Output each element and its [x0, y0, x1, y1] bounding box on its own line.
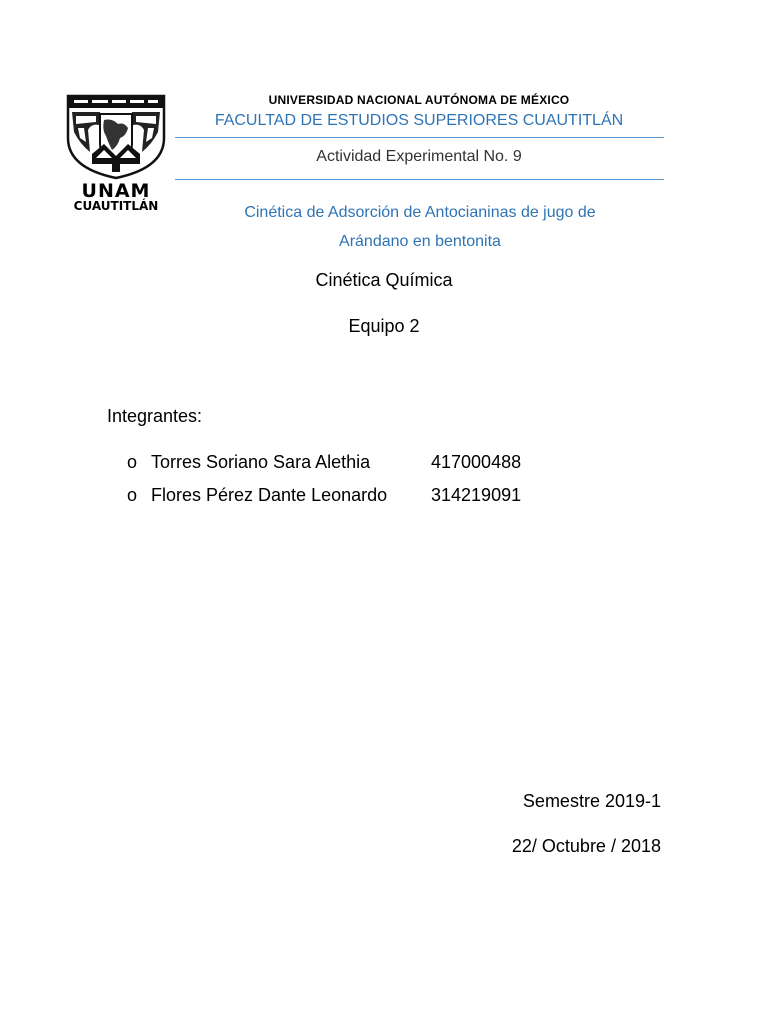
member-id: 417000488 [431, 452, 522, 472]
unam-seal-icon [62, 92, 170, 180]
members-label: Integrantes: [107, 406, 203, 426]
document-title-line: Cinética de Adsorción de Antocianinas de jugo de [244, 204, 596, 221]
unam-logo [62, 92, 170, 216]
team-name: Equipo 2 [348, 316, 420, 336]
bullet-icon: o [127, 485, 138, 505]
logo-campus-text: CUAUTITLÁN [73, 199, 159, 213]
member-id: 314219091 [431, 485, 522, 505]
date: 22/ Octubre / 2018 [511, 836, 661, 856]
bullet-icon: o [127, 452, 138, 472]
activity-title: Actividad Experimental No. 9 [316, 148, 522, 165]
header-divider [175, 137, 664, 138]
document-title-line: Arándano en bentonita [339, 233, 501, 250]
header-divider [175, 179, 664, 180]
university-name: UNIVERSIDAD NACIONAL AUTÓNOMA DE MÉXICO [268, 93, 570, 107]
logo-unam-text: UNAM [81, 180, 151, 202]
semester: Semestre 2019-1 [522, 791, 661, 811]
subject-name: Cinética Química [315, 270, 453, 290]
member-name: Flores Pérez Dante Leonardo [151, 485, 388, 505]
faculty-name: FACULTAD DE ESTUDIOS SUPERIORES CUAUTITLÁN [214, 112, 624, 129]
member-name: Torres Soriano Sara Alethia [151, 452, 371, 472]
document-title [200, 198, 640, 256]
